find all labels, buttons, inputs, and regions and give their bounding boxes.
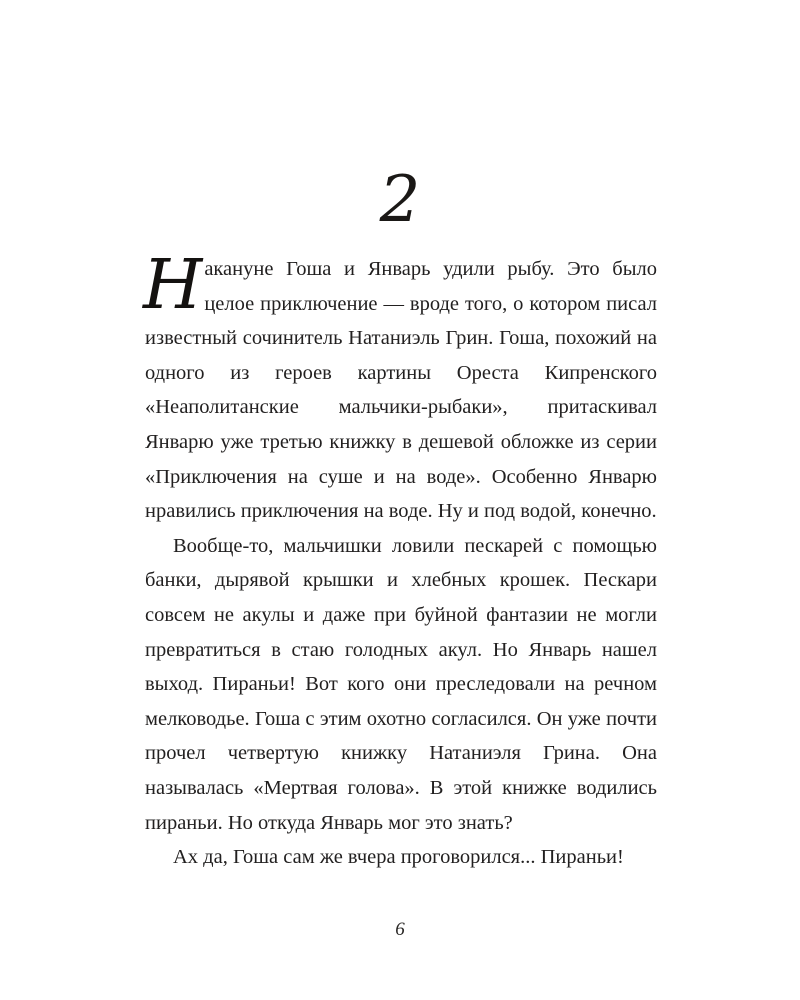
paragraph-2: Вообще-то, мальчишки ловили пескарей с помощью банки, дырявой крышки и хлебных крошек. Пескари совсем не акулы и даже при буйной фантазии не могли превратиться в стаю голодных акул. Но Январь нашел выход. Пираньи! Вот кого они преследовали на речном мелководье. Гоша с этим охотно согласился. Он уже почти прочел четвертую книжку Натаниэля Грина. Она называлась «Мертвая голова». В этой книжке водились пираньи. Но откуда Январь мог это знать? [145,534,657,834]
chapter-number: 2 [379,163,421,237]
paragraph-1 [143,246,657,529]
chapter-text [143,246,657,875]
paragraph-1-text: акануне Гоша и Январь удили рыбу. Это было целое приключение — вроде того, о котором писал известный сочинитель Натаниэль Грин. Гоша, похожий на одного из героев картины Ореста Кипренского «Неаполитанские мальчики-рыбаки», притаскивал Январю уже третью книжку в дешевой обложке из серии «Приключения на суше и на воде». Особенно Январю нравились приключения на воде. Ну и под водой, конечно. [145,258,657,523]
drop-cap: Н [143,246,203,325]
paragraph-3: Ах да, Гоша сам же вчера проговорился... Пираньи! [173,846,624,869]
page-number: 6 [395,919,405,940]
